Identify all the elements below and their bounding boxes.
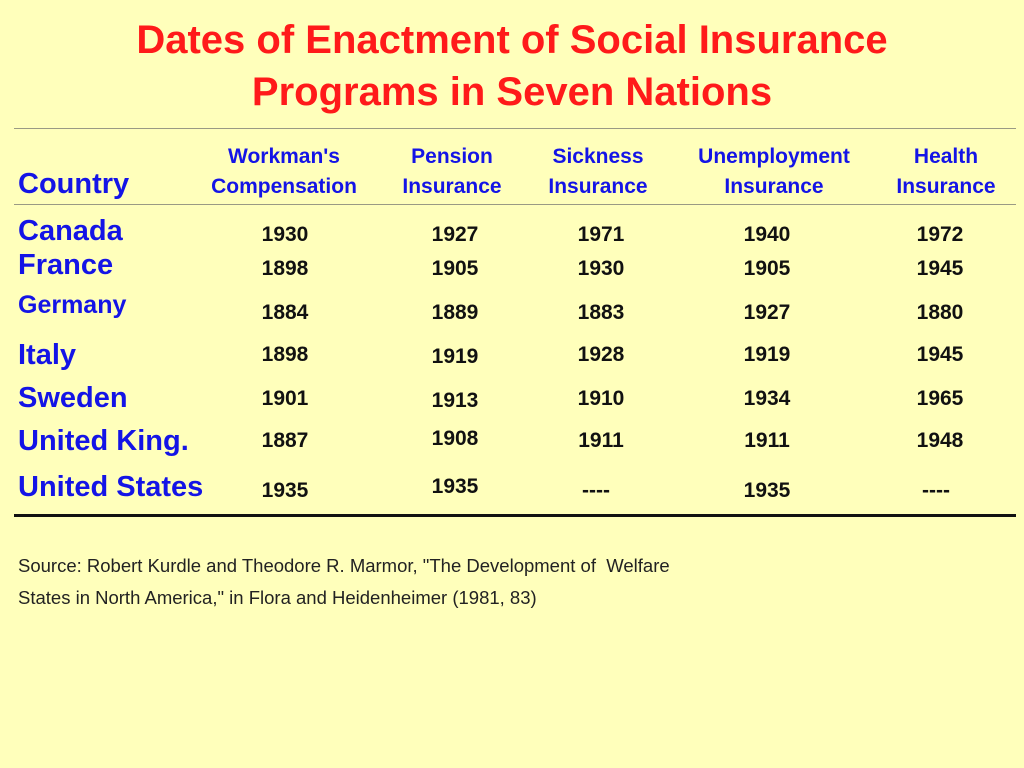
- table-cell: 1928: [577, 343, 625, 366]
- table-cell: 1919: [743, 343, 791, 366]
- row-country-sweden: Sweden: [18, 382, 128, 414]
- table-cell: 1934: [743, 387, 791, 410]
- table-cell: 1883: [577, 301, 625, 324]
- table-cell: 1930: [577, 257, 625, 280]
- table-cell: 1898: [261, 257, 309, 280]
- table-cell: ----: [582, 479, 610, 502]
- row-country-france: France: [18, 249, 114, 281]
- table-cell: 1940: [743, 223, 791, 246]
- table-cell: 1965: [916, 387, 964, 410]
- table-cell: 1880: [916, 301, 964, 324]
- table-cell: 1910: [577, 387, 625, 410]
- column-header-line-2: Insurance: [896, 175, 996, 198]
- country-column-header: Country: [18, 168, 130, 200]
- column-header-line-2: Insurance: [724, 175, 824, 198]
- row-country-italy: Italy: [18, 339, 77, 371]
- table-header-rule: [14, 204, 1016, 205]
- page-title: [0, 14, 1024, 118]
- source-line-2: States in North America," in Flora and Heidenheimer (1981, 83): [18, 587, 537, 608]
- column-header-sickness-insurance: [526, 142, 670, 202]
- table-cell: 1919: [431, 345, 479, 368]
- table-cell: 1905: [431, 257, 479, 280]
- title-line-1: Dates of Enactment of Social Insurance: [136, 18, 888, 62]
- column-header-health-insurance: [876, 142, 1016, 202]
- table-cell: 1898: [261, 343, 309, 366]
- column-header-line-1: Health: [913, 145, 979, 168]
- column-header-line-1: Pension: [411, 145, 493, 168]
- column-header-line-1: Sickness: [552, 145, 644, 168]
- column-header-line-2: Insurance: [402, 175, 502, 198]
- source-citation: [18, 550, 670, 614]
- row-country-united-states: United States: [18, 471, 204, 503]
- table-cell: ----: [922, 479, 950, 502]
- source-line-1: Source: Robert Kurdle and Theodore R. Marmor, "The Development of Welfare: [18, 555, 670, 576]
- table-cell: 1911: [744, 429, 790, 452]
- table-cell: 1948: [916, 429, 964, 452]
- column-header-line-1: Unemployment: [698, 145, 850, 168]
- table-cell: 1930: [261, 223, 309, 246]
- table-top-rule: [14, 128, 1016, 129]
- table-cell: 1935: [261, 479, 309, 502]
- row-country-united-kingdom: United King.: [18, 425, 189, 457]
- title-line-2: Programs in Seven Nations: [251, 70, 773, 114]
- table-cell: 1908: [431, 427, 479, 450]
- table-cell: 1905: [743, 257, 791, 280]
- column-header-line-2: Insurance: [548, 175, 648, 198]
- column-header-line-2: Compensation: [211, 175, 357, 198]
- table-cell: 1927: [431, 223, 479, 246]
- row-country-canada: Canada: [18, 215, 123, 247]
- column-header-line-1: Workman's: [228, 145, 340, 168]
- table-cell: 1884: [261, 301, 309, 324]
- column-header-unemployment-insurance: [676, 142, 872, 202]
- column-header-workmans-compensation: [186, 142, 382, 202]
- table-cell: 1945: [916, 257, 964, 280]
- table-cell: 1913: [431, 389, 479, 412]
- table-cell: 1927: [743, 301, 791, 324]
- table-cell: 1935: [743, 479, 791, 502]
- table-cell: 1901: [261, 387, 309, 410]
- table-cell: 1889: [431, 301, 479, 324]
- table-cell: 1887: [261, 429, 309, 452]
- table-cell: 1935: [431, 475, 479, 498]
- table-cell: 1972: [916, 223, 964, 246]
- table-bottom-rule: [14, 514, 1016, 517]
- table-cell: 1911: [578, 429, 624, 452]
- row-country-germany: Germany: [18, 291, 127, 319]
- table-cell: 1945: [916, 343, 964, 366]
- column-header-pension-insurance: [382, 142, 522, 202]
- table-cell: 1971: [577, 223, 625, 246]
